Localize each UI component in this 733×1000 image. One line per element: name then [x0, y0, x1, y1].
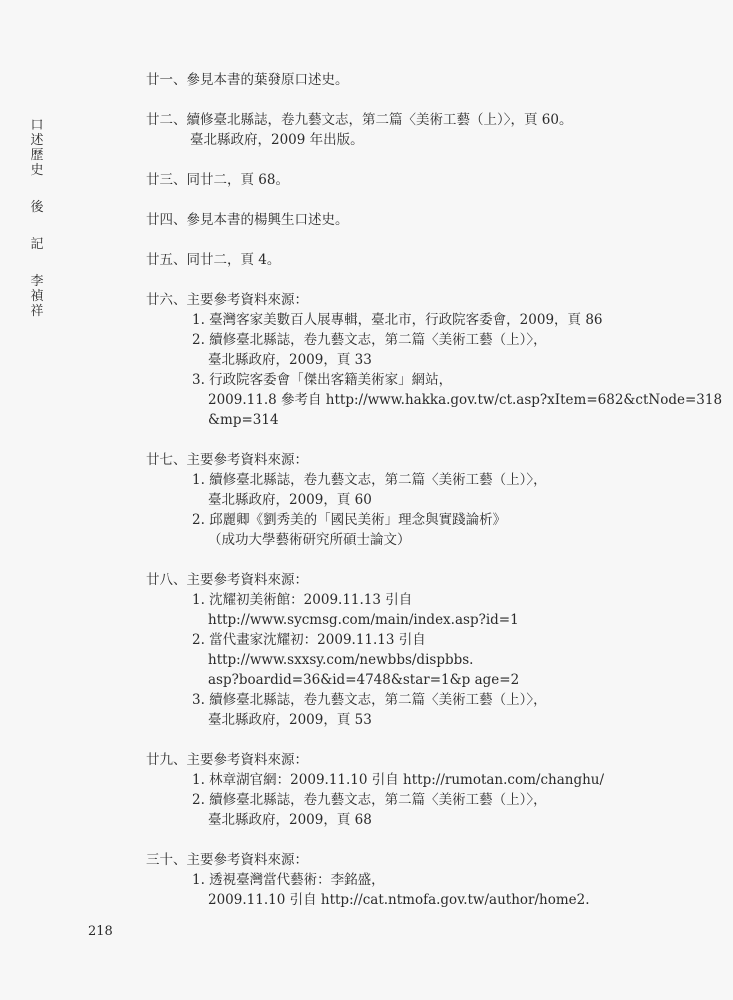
endnote-text: 三十、主要參考資料來源：: [146, 852, 308, 868]
endnote: [146, 570, 666, 730]
source-item: 1. 林章湖官網：2009.11.10 引自 http://rumotan.com/changhu/: [192, 772, 605, 788]
page-number: 218: [88, 924, 113, 939]
source-item: 1. 透視臺灣當代藝術：李銘盛，: [192, 872, 385, 888]
running-head: [29, 118, 45, 341]
running-head-char: 述: [30, 133, 44, 148]
running-head-group: [29, 274, 45, 319]
source-item: 3. 行政院客委會「傑出客籍美術家」網站，: [192, 372, 453, 388]
endnote: [146, 450, 666, 550]
source-list: [146, 470, 666, 550]
source-list: [146, 310, 723, 430]
source-list: [146, 590, 666, 730]
running-head-char: 李: [30, 274, 44, 289]
source-item-continuation: http://www.sycmsg.com/main/index.asp?id=1: [208, 612, 519, 628]
source-item-continuation: 臺北縣政府，2009，頁 33: [208, 352, 372, 368]
endnote-text: 廿三、同廿二，頁 68。: [146, 172, 289, 188]
source-list: [146, 870, 666, 910]
endnote-text: 廿二、續修臺北縣誌，卷九藝文志，第二篇〈美術工藝（上）〉，頁 60。: [146, 112, 573, 128]
running-head-char: 後: [30, 200, 44, 215]
source-item-continuation: 臺北縣政府，2009，頁 53: [208, 712, 372, 728]
endnote: [146, 290, 723, 430]
endnote: [146, 110, 666, 150]
source-item-continuation: &mp=314: [208, 412, 279, 428]
endnote-text: 廿七、主要參考資料來源：: [146, 452, 308, 468]
running-head-group: [29, 118, 45, 178]
source-item-continuation: http://www.sxxsy.com/newbbs/dispbbs.: [208, 652, 474, 668]
endnote-text: 廿八、主要參考資料來源：: [146, 572, 308, 588]
running-head-char: 記: [30, 237, 44, 252]
running-head-char: 祥: [30, 304, 44, 319]
source-item-continuation: 2009.11.8 參考自 http://www.hakka.gov.tw/ct.asp?xItem=682&ctNode=318: [208, 392, 723, 408]
source-item-continuation: （成功大學藝術研究所碩士論文）: [208, 532, 411, 548]
source-item: 1. 臺灣客家美數百人展專輯，臺北市，行政院客委會，2009，頁 86: [192, 312, 603, 328]
running-head-char: 史: [30, 163, 44, 178]
endnote: [146, 850, 666, 910]
source-item-continuation: asp?boardid=36&id=4748&star=1&p age=2: [208, 672, 520, 688]
source-item: 1. 續修臺北縣誌，卷九藝文志，第二篇〈美術工藝（上）〉，: [192, 472, 547, 488]
endnote-text: 廿九、主要參考資料來源：: [146, 752, 308, 768]
source-list: [146, 770, 666, 830]
source-item: 2. 續修臺北縣誌，卷九藝文志，第二篇〈美術工藝（上）〉，: [192, 332, 547, 348]
source-item: 1. 沈耀初美術館：2009.11.13 引自: [192, 592, 413, 608]
endnote: [146, 250, 666, 270]
source-item: 3. 續修臺北縣誌，卷九藝文志，第二篇〈美術工藝（上）〉，: [192, 692, 547, 708]
running-head-group: [29, 200, 45, 215]
source-item: 2. 邱麗卿《劉秀美的「國民美術」理念與實踐論析》: [192, 512, 507, 528]
running-head-char: 歷: [30, 148, 44, 163]
running-head-group: [29, 237, 45, 252]
endnote-text: 廿五、同廿二，頁 4。: [146, 252, 281, 268]
endnote-text: 廿一、參見本書的葉發原口述史。: [146, 72, 349, 88]
running-head-char: 口: [30, 118, 44, 133]
endnotes: [146, 70, 723, 930]
source-item: 2. 當代畫家沈耀初：2009.11.13 引自: [192, 632, 426, 648]
endnote: [146, 70, 666, 90]
source-item-continuation: 2009.11.10 引自 http://cat.ntmofa.gov.tw/author/home2.: [208, 892, 590, 908]
endnote: [146, 750, 666, 830]
endnote-text: 廿四、參見本書的楊興生口述史。: [146, 212, 349, 228]
endnote: [146, 210, 666, 230]
source-item-continuation: 臺北縣政府，2009，頁 68: [208, 812, 372, 828]
source-item: 2. 續修臺北縣誌，卷九藝文志，第二篇〈美術工藝（上）〉，: [192, 792, 547, 808]
endnote-continuation: 臺北縣政府，2009 年出版。: [190, 132, 364, 148]
endnote: [146, 170, 666, 190]
endnote-text: 廿六、主要參考資料來源：: [146, 292, 308, 308]
source-item-continuation: 臺北縣政府，2009，頁 60: [208, 492, 372, 508]
running-head-char: 禎: [30, 289, 44, 304]
